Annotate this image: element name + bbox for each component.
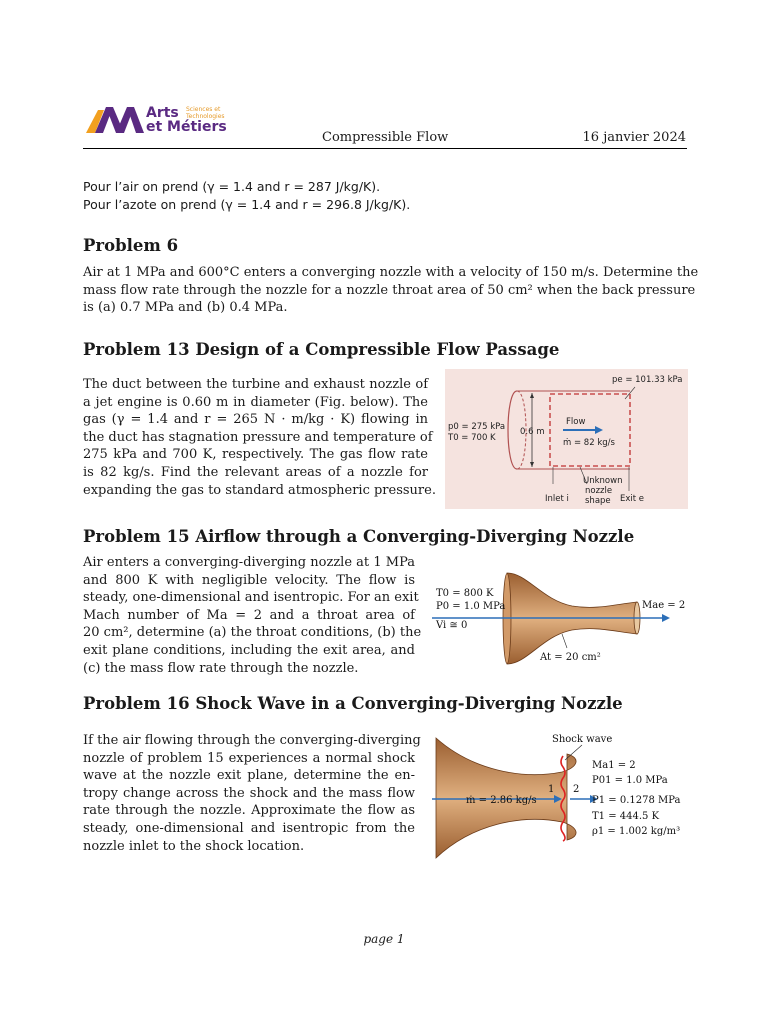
fig13-inlet: Inlet i	[545, 494, 569, 504]
fig15-throat-area: At = 20 cm²	[540, 652, 601, 663]
logo-text-arts: Arts	[146, 105, 179, 121]
fig16-mdot: ṁ = 2.86 kg/s	[466, 795, 537, 806]
fig16-p1: P1 = 0.1278 MPa	[592, 795, 681, 806]
problem16-line: nozzle inlet to the shock location.	[83, 838, 305, 854]
problem15-line: Mach number of Ma = 2 and a throat area of	[83, 607, 415, 623]
problem13-line: 275 kPa and 700 K, respectively. The gas flow rate	[83, 447, 428, 463]
logo-text-technologies: Technologies	[186, 113, 225, 120]
problem16-line: rate through the nozzle. Approximate the flow as	[83, 803, 415, 819]
fig15-mae: Mae = 2	[642, 600, 686, 611]
fig13-unknown: Unknown	[583, 476, 623, 486]
constants-air: Pour l’air on prend (γ = 1.4 and r = 287 J/kg/K).	[83, 179, 381, 194]
problem6-text	[83, 264, 699, 317]
problem13-title: Problem 13 Design of a Compressible Flow Passage	[83, 340, 560, 359]
problem16-line: If the air flowing through the converging-diverging	[83, 733, 421, 748]
problem16-figure	[432, 730, 690, 864]
logo-text-sciences: Sciences et	[186, 106, 221, 113]
problem13-line: a jet engine is 0.60 m in diameter (Fig. below). The	[83, 394, 428, 410]
problem13-text	[83, 376, 436, 499]
constants-nitrogen: Pour l’azote on prend (γ = 1.4 and r = 296.8 J/kg/K).	[83, 197, 411, 212]
fig16-station-1: 1	[548, 784, 555, 795]
problem16-text	[83, 732, 421, 855]
fig13-flow-label: Flow	[566, 417, 586, 427]
problem13-line: The duct between the turbine and exhaust nozzle of	[83, 377, 428, 392]
problem15-line: and 800 K with negligible velocity. The flow is	[83, 572, 415, 588]
problem6-title: Problem 6	[83, 236, 179, 255]
problem13-line: is 82 kg/s. Find the relevant areas of a nozzle for	[83, 464, 428, 480]
fig13-diameter: 0.6 m	[520, 427, 545, 437]
problem15-line: steady, one-dimensional and isentropic. For an exit	[83, 590, 419, 606]
fig16-shock-label: Shock wave	[552, 734, 613, 745]
problem15-text	[83, 554, 422, 677]
fig13-exit: Exit e	[620, 494, 645, 504]
header-date: 16 janvier 2024	[582, 130, 686, 145]
problem13-line: expanding the gas to standard atmospheric pressure.	[83, 482, 436, 498]
problem15-line: 20 cm², determine (a) the throat conditions, (b) the	[83, 625, 422, 641]
problem16-line: wave at the nozzle exit plane, determine the en-	[83, 768, 415, 784]
problem15-title: Problem 15 Airflow through a Converging-Diverging Nozzle	[83, 527, 635, 546]
fig13-nozzle: nozzle	[585, 486, 613, 496]
fig13-mdot: ṁ = 82 kg/s	[563, 438, 615, 448]
fig15-vi: Vi ≅ 0	[436, 620, 468, 631]
problem16-line: tropy change across the shock and the mass flow	[83, 785, 415, 801]
problem15-line: Air enters a converging-diverging nozzle at 1 MPa	[83, 555, 415, 570]
problem16-line: nozzle of problem 15 experiences a normal shock	[83, 750, 415, 766]
problem16-line: steady, one-dimensional and isentropic from the	[83, 820, 415, 836]
logo-text-metiers: et Métiers	[146, 119, 227, 135]
fig15-p0: P0 = 1.0 MPa	[436, 601, 506, 612]
fig16-t1: T1 = 444.5 K	[592, 811, 660, 822]
problem16-title: Problem 16 Shock Wave in a Converging-Diverging Nozzle	[83, 694, 623, 713]
header-course-title: Compressible Flow	[322, 130, 449, 145]
problem15-figure	[432, 570, 690, 670]
fig13-t0: T0 = 700 K	[448, 433, 496, 443]
logo	[86, 104, 144, 134]
fig16-ma1: Ma1 = 2	[592, 760, 636, 771]
problem6-line: is (a) 0.7 MPa and (b) 0.4 MPa.	[83, 300, 288, 316]
problem13-figure	[445, 369, 688, 509]
problem6-line: mass flow rate through the nozzle for a nozzle throat area of 50 cm² when the back pressure	[83, 282, 696, 298]
fig16-rho1: ρ1 = 1.002 kg/m³	[592, 826, 681, 837]
fig13-shape: shape	[585, 496, 611, 506]
fig16-station-2: 2	[573, 784, 580, 795]
problem15-line: (c) the mass flow rate through the nozzle.	[83, 660, 359, 676]
problem15-line: exit plane conditions, including the exit area, and	[83, 642, 415, 658]
header-divider	[83, 148, 687, 149]
problem6-line: Air at 1 MPa and 600°C enters a converging nozzle with a velocity of 150 m/s. Determine the	[83, 265, 699, 280]
page-number: page 1	[363, 932, 405, 946]
fig13-p0: p0 = 275 kPa	[448, 422, 506, 432]
fig13-pe: pe = 101.33 kPa	[612, 375, 683, 385]
problem13-line: the duct has stagnation pressure and temperature of	[83, 429, 433, 445]
fig16-p01: P01 = 1.0 MPa	[592, 775, 668, 786]
fig15-t0: T0 = 800 K	[436, 588, 494, 599]
problem13-line: gas (γ = 1.4 and r = 265 N · m/kg · K) flowing in	[83, 412, 428, 428]
